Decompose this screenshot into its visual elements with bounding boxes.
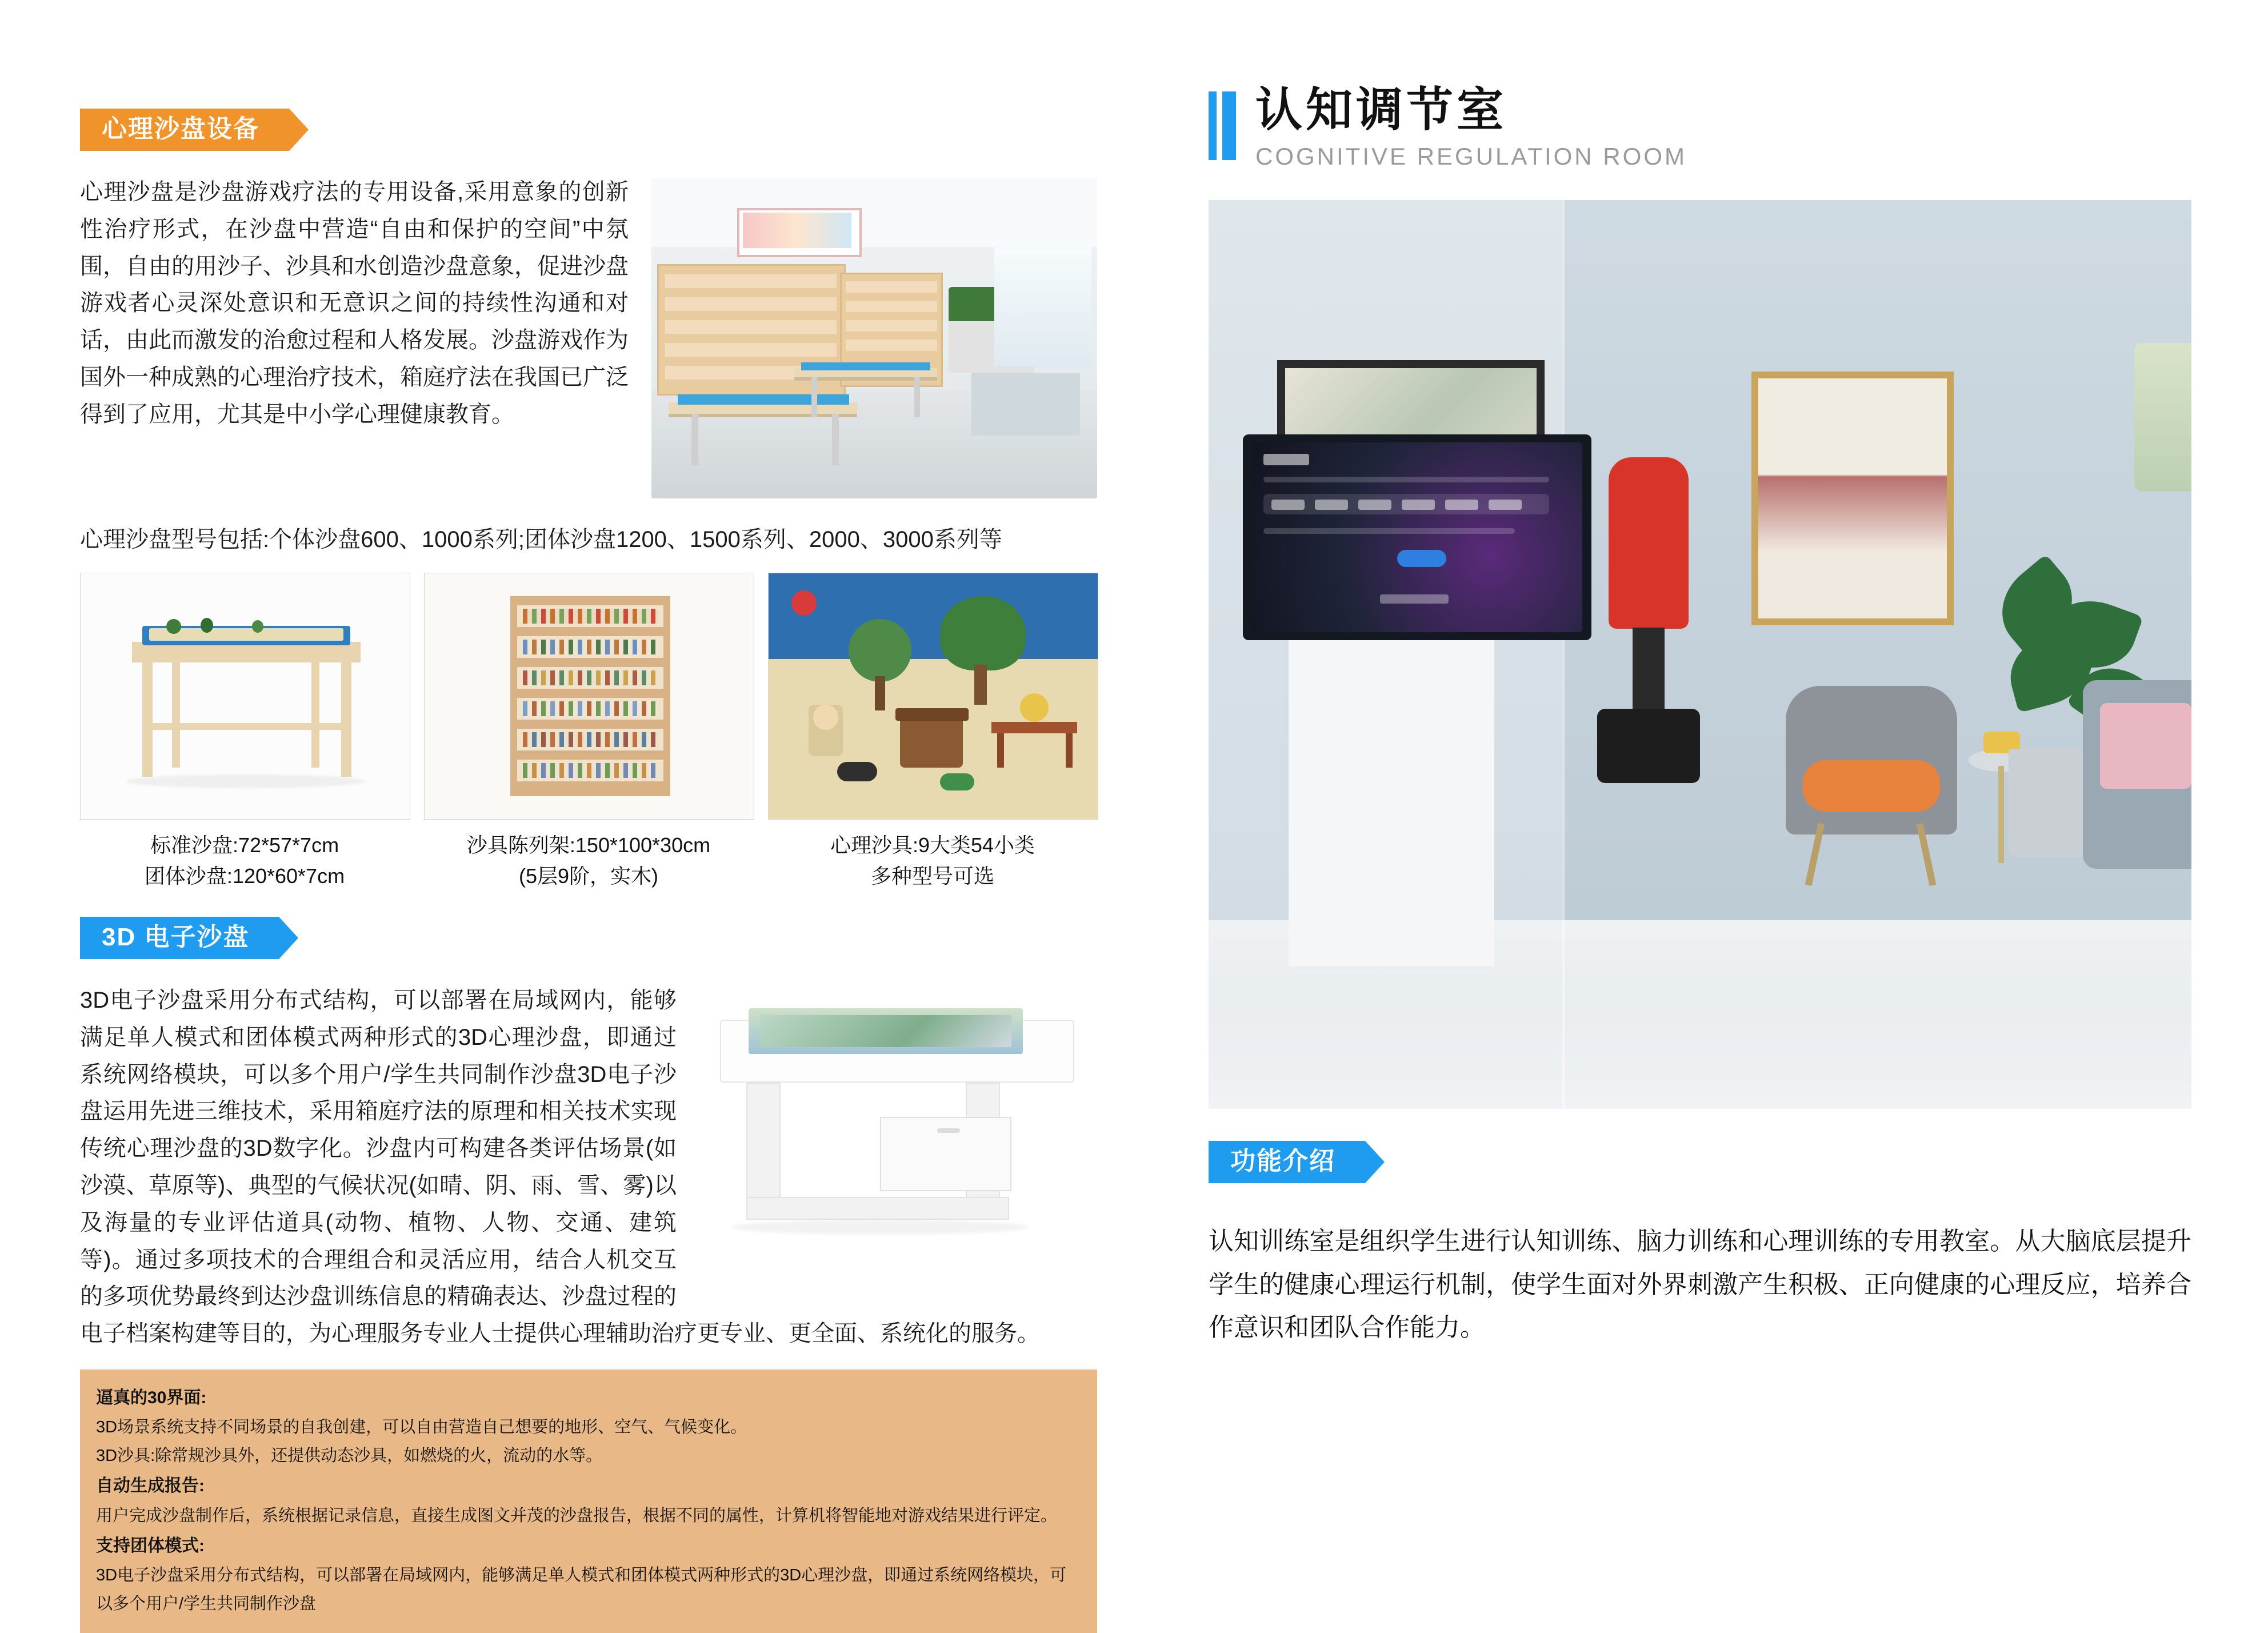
product-card-list (80, 573, 1097, 892)
standard-sand-tray-image (80, 573, 410, 820)
section-badge-sandbox: 心理沙盘设备 (80, 109, 289, 151)
sandbox-intro-paragraph: 心理沙盘是沙盘游戏疗法的专用设备,采用意象的创新性治疗形式，在沙盘中营造“自由和保护的空间”中氛围，自由的用沙子、沙具和水创造沙盘意象，促进沙盘游戏者心灵深处意识和无意识之间的持续性沟通和对话，由此而激发的治愈过程和人格发展。沙盘游戏作为国外一种成熟的心理治疗技术，箱庭疗法在我国已广泛得到了应用，尤其是中小学心理健康教育。 (80, 179, 629, 427)
sand-toy-shelf-image (424, 573, 754, 820)
cognitive-room-photo (1209, 200, 2191, 1109)
product-card-caption: 沙具陈列架:150*100*30cm (5层9阶，实木) (466, 833, 711, 888)
sandbox-intro-block (80, 174, 1097, 433)
feature-title: 支持团体模式: (96, 1536, 205, 1555)
3d-sandbox-table-photo (697, 985, 1097, 1271)
feature-text: 3D场景系统支持不同场景的自我创建，可以自由营造自己想要的地形、空气、气候变化。 (96, 1418, 747, 1437)
title-cn: 认知调节室 (1255, 84, 1507, 136)
sandbox-room-photo (651, 178, 1097, 498)
3d-feature-box (80, 1370, 1097, 1633)
feature-text: 3D沙具:除常规沙具外，还提供动态沙具，如燃烧的火，流动的水等。 (96, 1446, 603, 1465)
product-card (80, 573, 409, 892)
3d-intro-paragraph: 3D电子沙盘采用分布式结构，可以部署在局域网内，能够满足单人模式和团体模式两种形式的3D心理沙盘，即通过系统网络模块，可以多个用户/学生共同制作沙盘3D电子沙盘运用先进三维技术，采用箱庭疗法的原理和相关技术实现传统心理沙盘的3D数字化。沙盘内可构建各类评估场景(如沙漠、草原等)、典型的气候状况(如晴、阴、雨、雪、雾)以及海量的专业评估道具(动物、植物、人物、交通、建筑等)。通过多项技术的合理组合和灵活应用，结合人机交互的多项优势最终到达沙盘训练信息的精确表达、沙盘过程的电子档案构建等目的，为心理服务专业人士提供心理辅助治疗更专业、更全面、系统化的服务。 (80, 988, 1040, 1347)
feature-text: 3D电子沙盘采用分布式结构，可以部署在局域网内，能够满足单人模式和团体模式两种形式的3D心理沙盘，即通过系统网络模块，可以多个用户/学生共同制作沙盘 (96, 1566, 1067, 1613)
3d-intro-block (80, 982, 1097, 1352)
sandbox-models-line: 心理沙盘型号包括:个体沙盘600、1000系列;团体沙盘1200、1500系列、2000、3000系列等 (80, 527, 1002, 552)
section-badge-3d: 3D 电子沙盘 (80, 917, 279, 959)
right-column (1209, 86, 2191, 1349)
function-intro-paragraph: 认知训练室是组织学生进行认知训练、脑力训练和心理训练的专用教室。从大脑底层提升学生的健康心理运行机制，使学生面对外界刺激产生积极、正向健康的心理反应，培养合作意识和团队合作能力。 (1209, 1227, 2191, 1342)
function-intro-badge: 功能介绍 (1209, 1141, 1365, 1183)
feature-title: 逼真的30界面: (96, 1388, 207, 1407)
left-column (80, 109, 1097, 1633)
function-intro-badge-wrap (1209, 1141, 2191, 1183)
product-card (424, 573, 753, 892)
feature-title: 自动生成报告: (96, 1476, 205, 1496)
title-accent-bars (1209, 91, 1236, 160)
product-card-caption: 心理沙具:9大类54小类 多种型号可选 (830, 833, 1035, 888)
feature-text: 用户完成沙盘制作后，系统根据记录信息，直接生成图文并茂的沙盘报告，根据不同的属性，计算机将智能地对游戏结果进行评定。 (96, 1506, 1058, 1525)
product-card-caption: 标准沙盘:72*57*7cm 团体沙盘:120*60*7cm (144, 833, 345, 888)
sand-play-figures-image (768, 573, 1098, 820)
title-en: COGNITIVE REGULATION ROOM (1255, 143, 1687, 170)
section-3d-sandbox (80, 917, 1097, 1633)
page-title (1209, 86, 2191, 170)
product-card (768, 573, 1097, 892)
